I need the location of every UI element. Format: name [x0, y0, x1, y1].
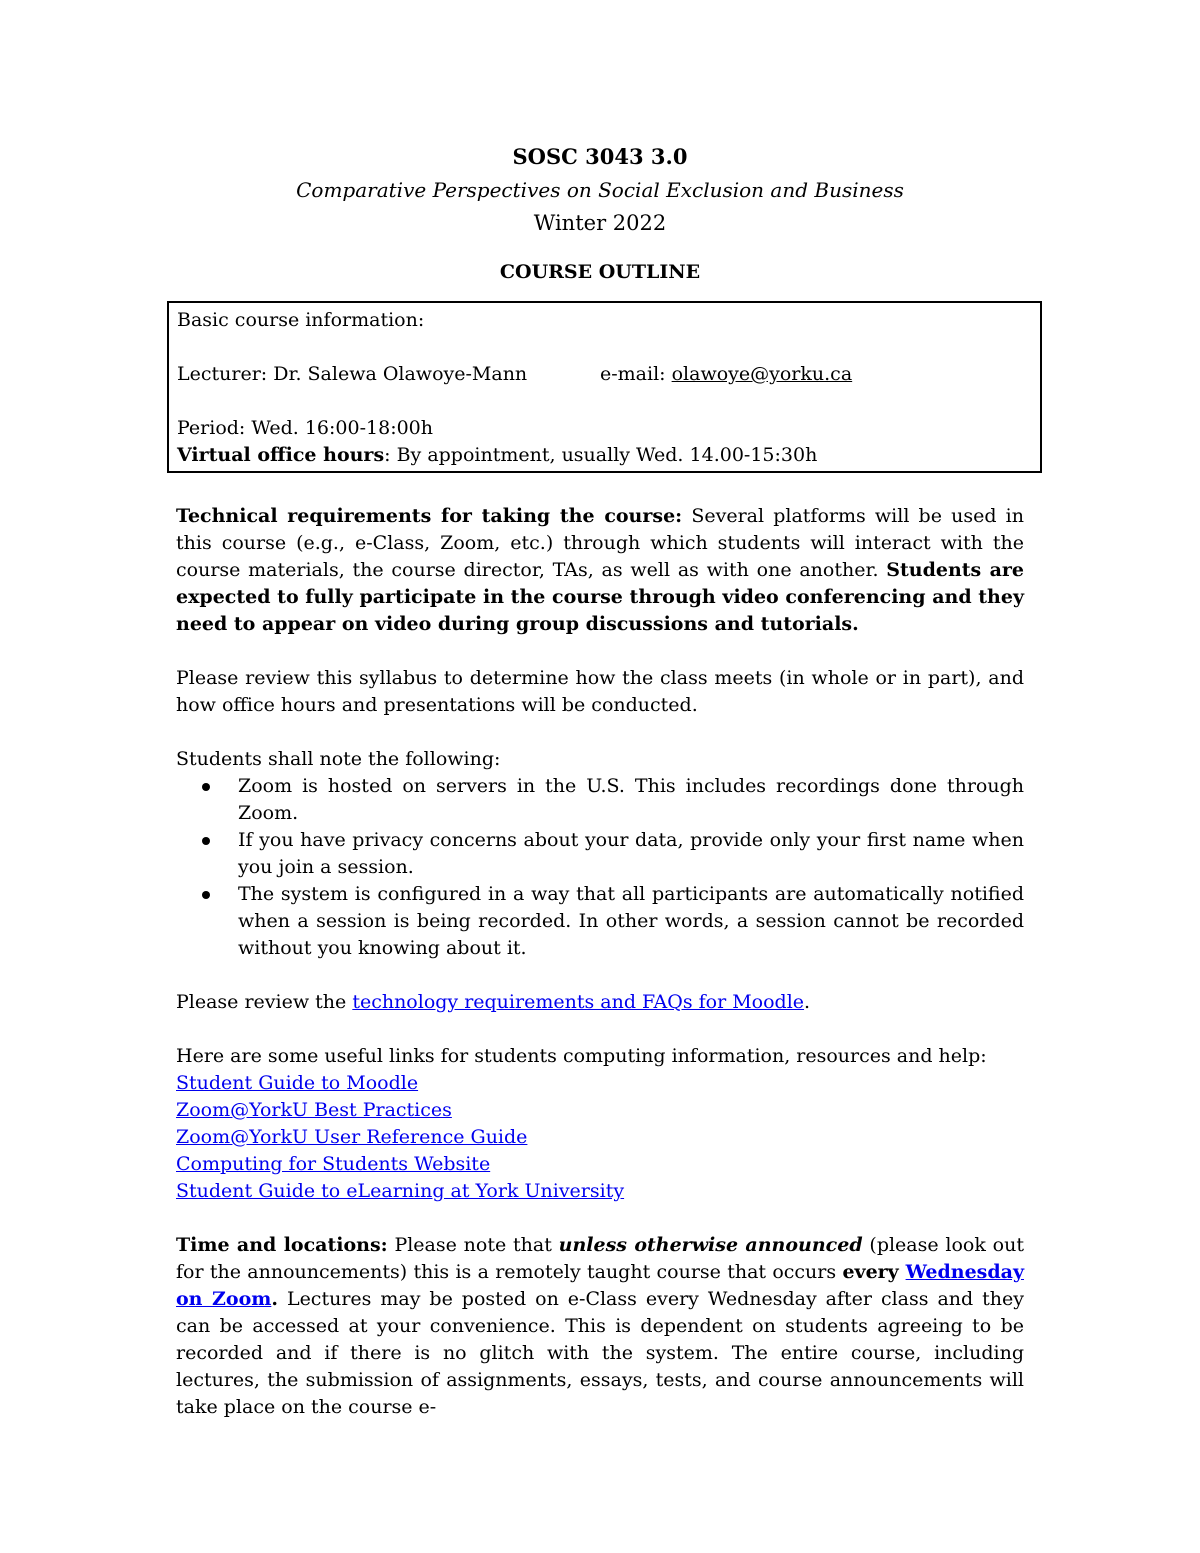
wednesday-zoom-link[interactable]: Wednesday on Zoom	[176, 1261, 1024, 1310]
tech-requirements-label: Technical requirements for taking the course:	[176, 505, 683, 527]
time-locations-paragraph	[176, 1232, 1024, 1421]
time-locations-text3: Lectures may be posted on e-Class every Wednesday after class and they can be accessed at your convenience. This is dependent on students agreeing to be recorded and if there is no glitch with the system. The entire course, including lectures, the submission of assignments, essays, tests, and course announcements will take place on the course e-	[176, 1288, 1025, 1418]
time-locations-text1: Please note that	[387, 1234, 559, 1256]
document-header	[176, 140, 1024, 287]
zoom-best-practices-link[interactable]: Zoom@YorkU Best Practices	[176, 1099, 452, 1121]
period-text: Period: Wed. 16:00-18:00h	[177, 417, 434, 439]
tech-requirements-bold: Students are expected to fully participate in the course through video conferencing and they need to appear on video during group discussions and tutorials.	[176, 559, 1024, 635]
list-item	[176, 881, 1024, 962]
bullet-icon	[202, 783, 210, 791]
bullet-icon	[202, 891, 210, 899]
time-locations-every: every	[842, 1261, 906, 1283]
notes-intro: Students shall note the following:	[176, 748, 501, 770]
student-guide-moodle-link[interactable]: Student Guide to Moodle	[176, 1072, 419, 1094]
course-term: Winter 2022	[533, 211, 667, 235]
tech-requirements-text: Several platforms will be used in this course (e.g., e-Class, Zoom, etc.) through which students will interact with the course materials, the course director, TAs, as well as with one another.	[176, 505, 1024, 581]
lecturer-row	[177, 361, 1040, 388]
time-locations-label: Time and locations:	[176, 1234, 388, 1256]
elearning-guide-link[interactable]: Student Guide to eLearning at York University	[176, 1180, 625, 1202]
useful-links-section	[176, 1043, 1024, 1205]
office-hours-label: Virtual office hours	[177, 444, 385, 466]
email-link[interactable]: olawoye@yorku.ca	[671, 363, 853, 385]
moodle-requirements-link[interactable]: technology requirements and FAQs for Moodle	[352, 991, 805, 1013]
list-item	[176, 773, 1024, 827]
bullet-icon	[202, 837, 210, 845]
course-info-box	[167, 301, 1042, 473]
info-heading: Basic course information:	[177, 309, 425, 331]
outline-heading: COURSE OUTLINE	[499, 261, 701, 283]
document-page	[176, 140, 1024, 1421]
time-locations-text2: (please look out for the announcements) this is a remotely taught course that occurs	[176, 1234, 1024, 1283]
note-text: The system is configured in a way that all participants are automatically notified when a session is being recorded. In other words, a session cannot be recorded without you knowing about it.	[238, 883, 1024, 959]
zoom-user-guide-link[interactable]: Zoom@YorkU User Reference Guide	[176, 1126, 528, 1148]
note-text: Zoom is hosted on servers in the U.S. This includes recordings done through Zoom.	[238, 775, 1024, 824]
list-item	[176, 827, 1024, 881]
course-title: Comparative Perspectives on Social Exclusion and Business	[296, 178, 904, 202]
office-hours-text: : By appointment, usually Wed. 14.00-15:30h	[384, 444, 818, 466]
email-container	[600, 361, 852, 388]
review-syllabus-paragraph: Please review this syllabus to determine how the class meets (in whole or in part), and how office hours and presentations will be conducted.	[176, 667, 1024, 716]
time-locations-period: .	[271, 1288, 278, 1310]
tech-requirements-paragraph	[176, 503, 1024, 638]
useful-links-intro: Here are some useful links for students computing information, resources and help:	[176, 1045, 987, 1067]
note-text: If you have privacy concerns about your data, provide only your first name when you join a session.	[238, 829, 1024, 878]
tech-review-paragraph	[176, 989, 1024, 1016]
course-code: SOSC 3043 3.0	[512, 144, 688, 169]
email-label: e-mail:	[600, 363, 672, 385]
notes-list	[176, 773, 1024, 962]
lecturer-name: Lecturer: Dr. Salewa Olawoye-Mann	[177, 363, 528, 385]
office-hours	[177, 442, 1040, 469]
tech-review-suffix: .	[804, 991, 811, 1013]
tech-review-prefix: Please review the	[176, 991, 353, 1013]
time-locations-emphasis: unless otherwise announced	[558, 1234, 863, 1256]
computing-students-link[interactable]: Computing for Students Website	[176, 1153, 491, 1175]
